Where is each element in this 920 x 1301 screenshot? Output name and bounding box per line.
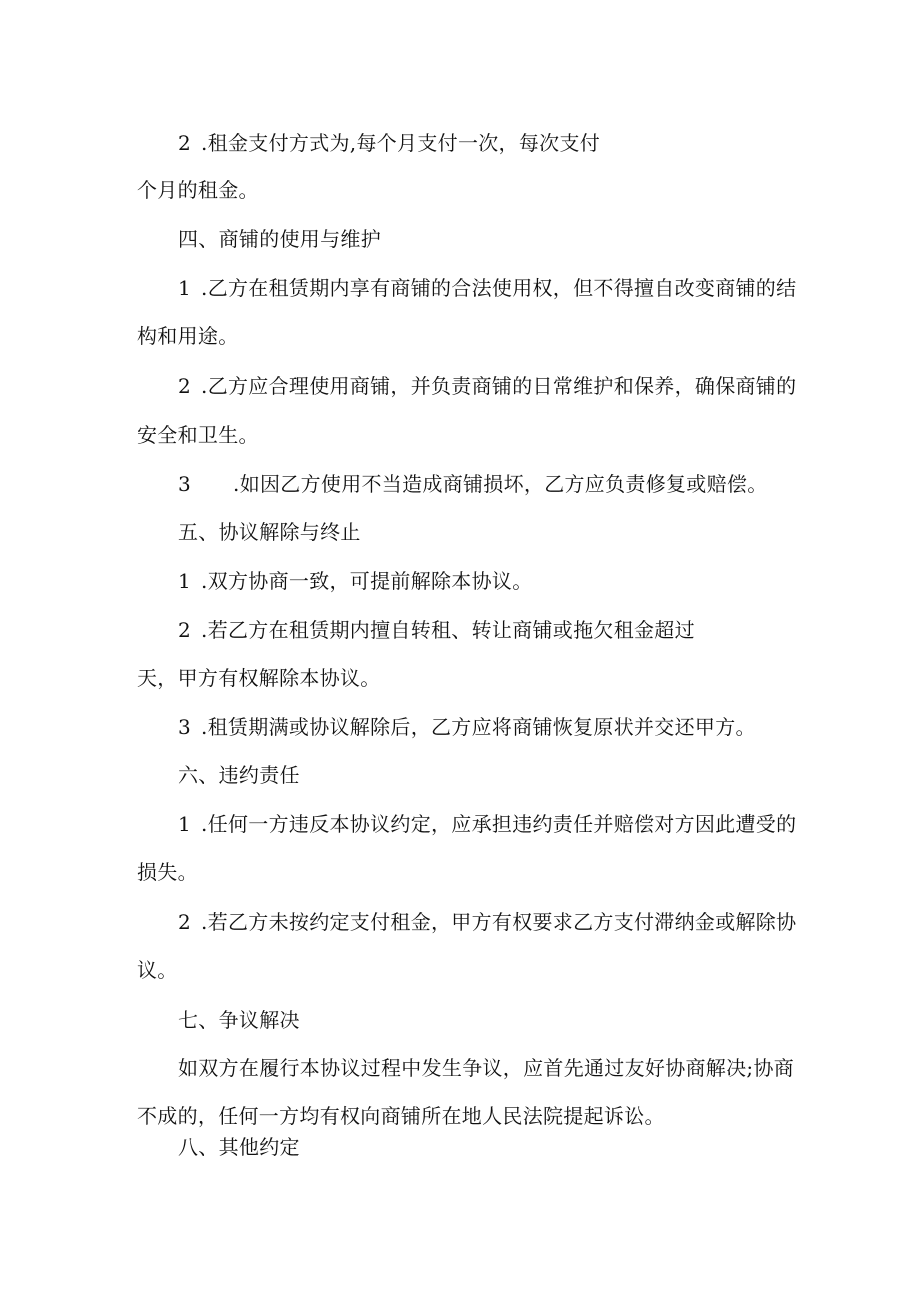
clause-7-continuation: 不成的，任何一方均有权向商铺所在地人民法院提起诉讼。 (137, 1104, 665, 1128)
clause-4-3 (178, 472, 768, 496)
clause-4-2 (178, 374, 796, 398)
clause-7-text: 如双方在履行本协议过程中发生争议，应首先通过友好协商解决;协商 (178, 1056, 795, 1080)
section-heading-6: 六、违约责任 (178, 763, 300, 787)
clause-6-2-continuation: 议。 (137, 958, 178, 982)
clause-3-2-continuation: 个月的租金。 (137, 178, 259, 202)
clause-text: .如因乙方使用不当造成商铺损坏，乙方应负责修复或赔偿。 (233, 472, 768, 496)
clause-text: .任何一方违反本协议约定，应承担违约责任并赔偿对方因此遭受的 (201, 812, 797, 836)
clause-number: 2 (178, 131, 192, 155)
clause-5-1 (178, 569, 533, 593)
clause-5-2-continuation: 天，甲方有权解除本协议。 (137, 666, 381, 690)
clause-number: 3 (178, 472, 192, 496)
clause-number: 2 (178, 618, 192, 642)
clause-number: 1 (178, 276, 192, 300)
clause-3-2 (178, 131, 600, 155)
clause-4-1 (178, 276, 796, 300)
clause-text: .租金支付方式为,每个月支付一次，每次支付 (201, 131, 601, 155)
clause-number: 1 (178, 569, 192, 593)
clause-text: .若乙方未按约定支付租金，甲方有权要求乙方支付滞纳金或解除协 (201, 910, 797, 934)
clause-6-1-continuation: 损失。 (137, 860, 198, 884)
clause-number: 2 (178, 374, 192, 398)
clause-text: .乙方应合理使用商铺，并负责商铺的日常维护和保养，确保商铺的 (201, 374, 797, 398)
clause-5-3 (178, 715, 756, 739)
clause-number: 2 (178, 910, 192, 934)
clause-4-2-continuation: 安全和卫生。 (137, 423, 259, 447)
clause-6-1 (178, 812, 796, 836)
clause-4-1-continuation: 构和用途。 (137, 324, 239, 348)
section-heading-8: 八、其他约定 (178, 1135, 300, 1159)
clause-text: .若乙方在租赁期内擅自转租、转让商铺或拖欠租金超过 (201, 618, 695, 642)
clause-text: .双方协商一致，可提前解除本协议。 (201, 569, 533, 593)
section-heading-4: 四、商铺的使用与维护 (178, 227, 381, 251)
clause-number: 3 (178, 715, 192, 739)
clause-6-2 (178, 910, 796, 934)
clause-text: .乙方在租赁期内享有商铺的合法使用权，但不得擅自改变商铺的结 (201, 276, 797, 300)
clause-text: .租赁期满或协议解除后，乙方应将商铺恢复原状并交还甲方。 (201, 715, 756, 739)
clause-number: 1 (178, 812, 192, 836)
section-heading-7: 七、争议解决 (178, 1008, 300, 1032)
clause-5-2 (178, 618, 695, 642)
section-heading-5: 五、协议解除与终止 (178, 520, 361, 544)
